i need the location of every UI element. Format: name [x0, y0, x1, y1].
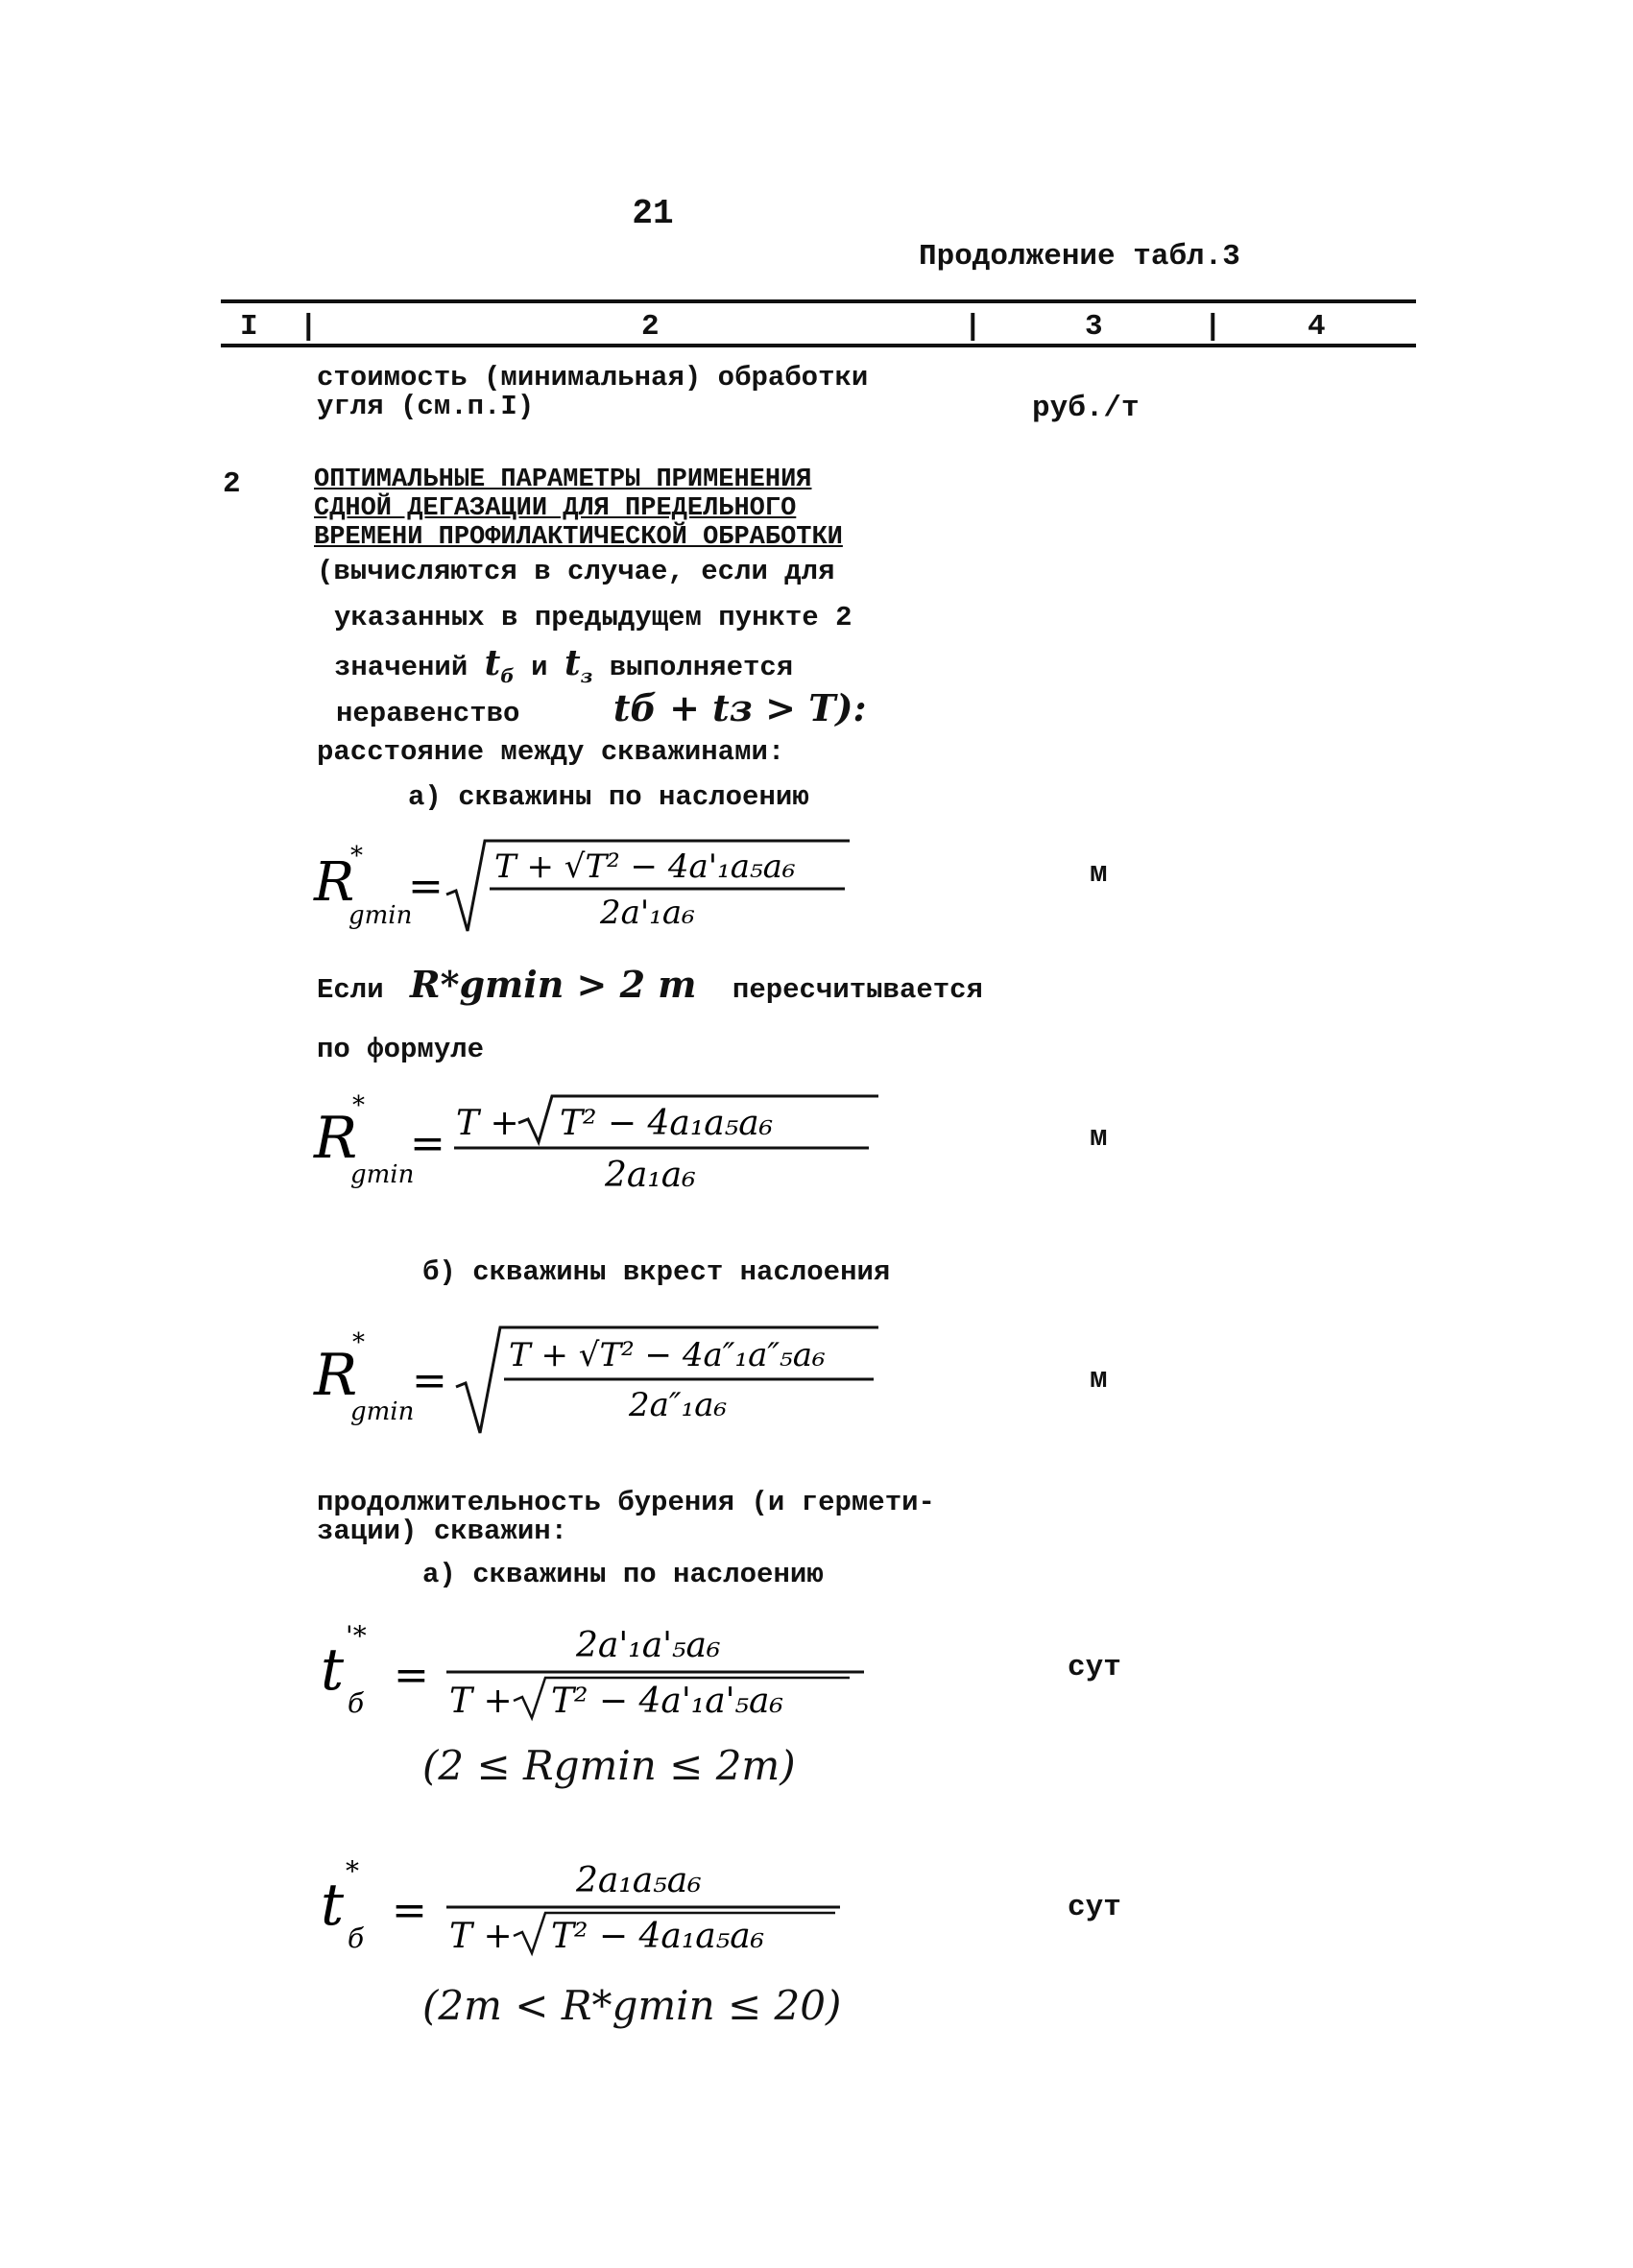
condition-line2: указанных в предыдущем пункте 2	[334, 602, 853, 633]
condition-line1: (вычисляются в случае, если для	[317, 556, 835, 587]
formula-r-gmin-2	[312, 1085, 907, 1200]
duration-line1: продолжительность бурения (и гермети-	[317, 1487, 935, 1518]
svg-text:gmin: gmin	[350, 1160, 415, 1189]
svg-text:2a″₁a₆: 2a″₁a₆	[629, 1386, 728, 1424]
page-number: 21	[632, 194, 674, 233]
svg-text:R: R	[314, 851, 355, 914]
svg-text:R: R	[314, 1342, 358, 1409]
table-top-rule	[221, 299, 1416, 303]
svg-text:T² − 4a₁a₅a₆: T² − 4a₁a₅a₆	[551, 1917, 765, 1956]
if-condition: R*gmin > 2 m	[410, 963, 697, 1006]
svg-text:б: б	[348, 1687, 365, 1719]
case-a2-label: а) скважины по наслоению	[422, 1559, 824, 1590]
condition-line3	[334, 643, 794, 691]
svg-text:T +: T +	[449, 1682, 513, 1721]
row-number: 2	[223, 467, 241, 501]
duration-line2: зации) скважин:	[317, 1516, 568, 1547]
condition-line4	[336, 686, 867, 729]
range-condition-1: (2 ≤ Rgmin ≤ 2m)	[422, 1742, 796, 1789]
if-condition-line	[317, 963, 983, 1006]
case-a-label: а) скважины по наслоению	[408, 781, 809, 813]
unit-day-2: сут	[1068, 1891, 1121, 1924]
row-title-line2: СДНОЙ ДЕГАЗАЦИИ ДЛЯ ПРЕДЕЛЬНОГО	[314, 494, 797, 523]
unit-m-1: м	[1090, 857, 1108, 891]
svg-text:б: б	[348, 1922, 365, 1954]
row-title-line1: ОПТИМАЛЬНЫЕ ПАРАМЕТРЫ ПРИМЕНЕНИЯ	[314, 466, 812, 494]
prev-row-unit: руб./т	[1032, 392, 1140, 425]
col-divider: |	[964, 310, 982, 344]
condition-tail: выполняется	[609, 652, 794, 683]
svg-text:T + √T² − 4a'₁a₅a₆: T + √T² − 4a'₁a₅a₆	[494, 848, 796, 886]
svg-text:=: =	[412, 1356, 447, 1405]
col-divider: |	[1204, 310, 1222, 344]
formula-t-b-1	[317, 1612, 874, 1728]
unit-day-1: сут	[1068, 1651, 1121, 1684]
if-label: Если	[317, 974, 384, 1006]
svg-text:=: =	[392, 1886, 427, 1935]
col-header-4: 4	[1308, 310, 1326, 344]
formula-r-gmin-3	[312, 1320, 907, 1440]
svg-text:gmin: gmin	[348, 901, 413, 930]
svg-text:2a₁a₅a₆: 2a₁a₅a₆	[576, 1861, 702, 1900]
condition-and: и	[531, 652, 548, 683]
col-header-3: 3	[1085, 310, 1103, 344]
svg-text:gmin: gmin	[350, 1397, 415, 1426]
svg-text:T +: T +	[456, 1104, 519, 1143]
recalc-label: пересчитывается	[732, 974, 983, 1006]
prev-row-line1: стоимость (минимальная) обработки	[317, 362, 869, 394]
svg-text:*: *	[346, 1855, 359, 1887]
continuation-label: Продолжение табл.3	[919, 240, 1240, 274]
case-b-label: б) скважины вкрест наслоения	[422, 1256, 891, 1288]
distance-label: расстояние между скважинами:	[317, 736, 785, 768]
svg-text:*: *	[352, 1328, 365, 1357]
formula-r-gmin-1	[312, 835, 907, 941]
svg-text:T +: T +	[449, 1917, 513, 1956]
svg-text:'*: '*	[346, 1620, 367, 1652]
row-title-line3: ВРЕМЕНИ ПРОФИЛАКТИЧЕСКОЙ ОБРАБОТКИ	[314, 523, 843, 552]
table-header-rule	[221, 344, 1416, 347]
svg-text:T² − 4a₁a₅a₆: T² − 4a₁a₅a₆	[560, 1104, 774, 1143]
inequality-label: неравенство	[336, 698, 520, 729]
svg-text:*: *	[350, 842, 363, 871]
col-header-1: I	[240, 310, 258, 344]
svg-text:2a'₁a₆: 2a'₁a₆	[600, 894, 695, 932]
var-t-b: $t_б$	[484, 643, 515, 688]
by-formula-label: по формуле	[317, 1034, 485, 1065]
range-condition-2: (2m < R*gmin ≤ 20)	[422, 1982, 842, 2029]
svg-text:R: R	[314, 1105, 358, 1172]
unit-m-3: м	[1090, 1363, 1108, 1397]
svg-text:=: =	[394, 1651, 429, 1700]
unit-m-2: м	[1090, 1121, 1108, 1155]
svg-text:T + √T² − 4a″₁a″₅a₆: T + √T² − 4a″₁a″₅a₆	[509, 1336, 826, 1374]
prev-row-line2: угля (см.п.I)	[317, 391, 535, 422]
svg-text:=: =	[410, 1119, 445, 1168]
formula-t-b-2	[317, 1848, 874, 1963]
svg-text:*: *	[352, 1091, 365, 1120]
svg-text:t: t	[321, 1872, 345, 1939]
svg-text:2a₁a₆: 2a₁a₆	[605, 1156, 696, 1195]
svg-text:2a'₁a'₅a₆: 2a'₁a'₅a₆	[576, 1626, 721, 1665]
svg-text:T² − 4a'₁a'₅a₆: T² − 4a'₁a'₅a₆	[551, 1682, 783, 1721]
col-header-2: 2	[641, 310, 660, 344]
svg-text:t: t	[321, 1636, 345, 1704]
condition-text: значений	[334, 652, 468, 683]
inequality-formula: tб + tз > T):	[612, 686, 867, 729]
var-t-z: $t_з$	[564, 643, 593, 688]
col-divider: |	[300, 310, 318, 344]
svg-text:=: =	[408, 862, 444, 911]
